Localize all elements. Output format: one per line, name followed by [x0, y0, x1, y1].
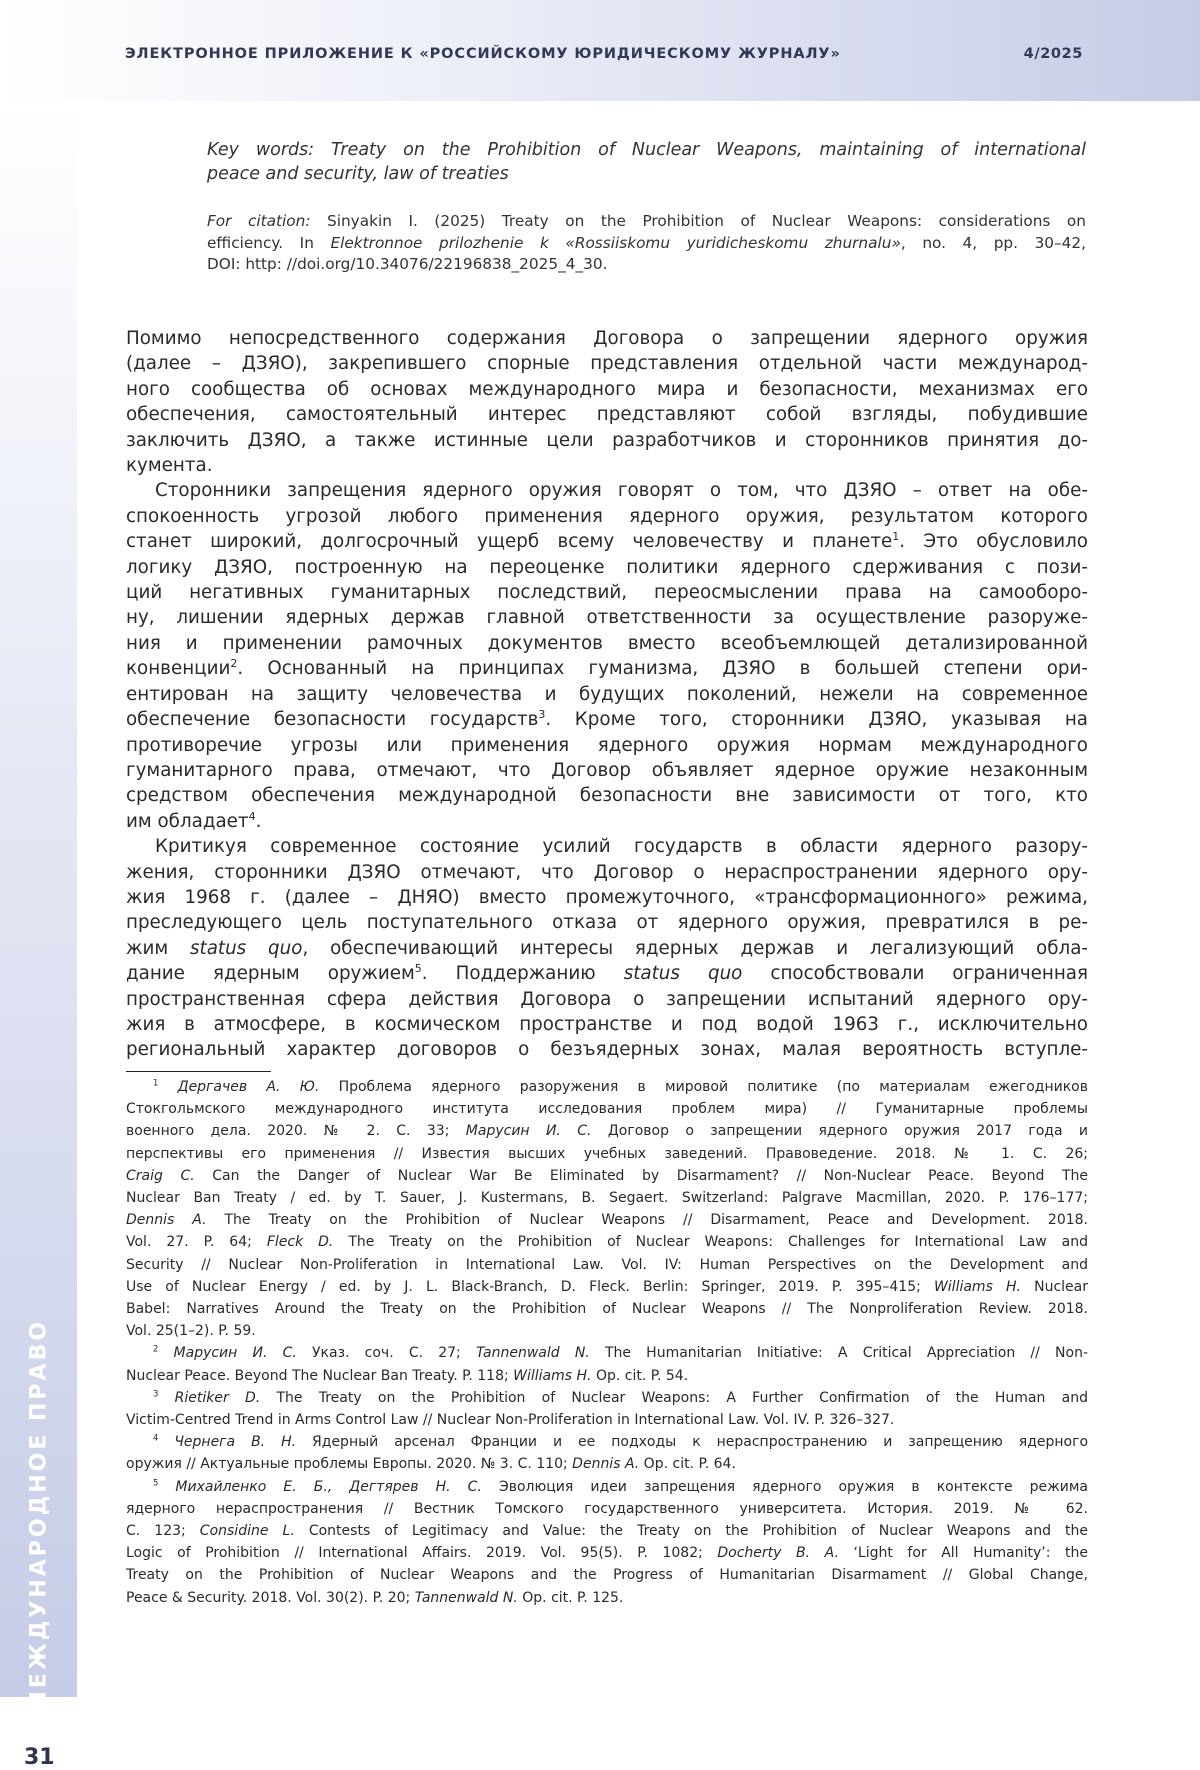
text-segment: обеспечение безопасности государств	[126, 709, 539, 731]
footnote-line	[126, 1231, 1088, 1253]
text-segment: The Treaty on the Prohibition of Nuclear Weapons: Challenges for International Law and	[333, 1234, 1088, 1251]
footnote-line	[126, 1120, 1088, 1142]
paragraph	[126, 834, 1088, 1063]
body-line	[126, 783, 1088, 808]
text-segment: гуманитарного права, отмечают, что Договор объявляет ядерное оружие незаконным	[126, 759, 1088, 781]
text-segment: Nuclear	[1020, 1278, 1088, 1295]
text-segment: ций негативных гуманитарных последствий, переосмыслении права на самооборо-	[126, 582, 1088, 604]
footnote-line	[126, 1542, 1088, 1564]
italic-text: For citation:	[207, 212, 311, 230]
text-segment: способствовали ограниченная	[742, 963, 1088, 985]
text-segment: С. 123;	[126, 1523, 200, 1540]
text-segment: Vol. 27. P. 64;	[126, 1234, 267, 1251]
footnote-marker: 1	[153, 1077, 159, 1088]
italic-text: Fleck D.	[266, 1234, 334, 1251]
footnote-line	[126, 1476, 1088, 1498]
text-segment: Ядерный арсенал Франции и ее подходы к нераспространению и запрещению ядерного	[296, 1434, 1089, 1451]
text-segment: Logic of Prohibition // International Affairs. 2019. Vol. 95(5). P. 1082;	[126, 1545, 718, 1562]
text-segment: жия 1968 г. (далее – ДНЯО) вместо промежуточного, «трансформационного» режима,	[126, 886, 1088, 908]
text-segment: региональный характер договоров о безъядерных зонах, малая вероятность вступле-	[126, 1039, 1088, 1061]
footnote-marker: 2	[153, 1343, 159, 1354]
keywords-line	[207, 139, 1086, 163]
text-segment: Nuclear Peace. Beyond The Nuclear Ban Treaty. P. 118;	[126, 1367, 514, 1384]
text-segment: Use of Nuclear Energy / ed. by J. L. Black-Branch, D. Fleck. Berlin: Springer, 2019. P. 395–415;	[126, 1278, 934, 1295]
italic-text: Williams H.	[933, 1278, 1021, 1295]
text-segment: Vol. 25(1–2). P. 59.	[126, 1323, 256, 1340]
text-segment: жим	[126, 937, 191, 959]
text-segment: Security // Nuclear Non-Proliferation in International Law. Vol. IV: Human Perspectives on the Development and	[126, 1256, 1088, 1273]
text-segment: конвенции	[126, 658, 231, 680]
body-line	[126, 936, 1088, 961]
footnote-line	[126, 1076, 1088, 1098]
footnote-marker: 1	[892, 530, 900, 544]
body-line	[126, 910, 1088, 935]
footnote-line	[126, 1342, 1088, 1364]
italic-text: Rietiker D.	[174, 1389, 261, 1406]
text-segment: кумента.	[126, 455, 213, 477]
text-segment: Договор о запрещении ядерного оружия 2017 года и	[591, 1123, 1089, 1140]
text-segment: ного сообщества об основах международного мира и безопасности, механизмах его	[126, 378, 1088, 400]
text-segment: peace and security, law of treaties	[207, 163, 509, 184]
text-segment: перспективы его применения // Известия высших учебных заведений. Правоведение. 2018. № 1. С. 26;	[126, 1145, 1088, 1162]
footnote-line	[126, 1254, 1088, 1276]
body-line	[126, 631, 1088, 656]
body-line	[126, 377, 1088, 402]
italic-text: Craig C.	[126, 1167, 195, 1184]
footnote-3	[126, 1387, 1088, 1431]
body-line	[126, 529, 1088, 554]
text-segment: Key words: Treaty on the Prohibition of Nuclear Weapons, maintaining of international	[207, 140, 1086, 160]
text-segment: ядерного нераспространения // Вестник Томского государственного университета. История. 2019. № 62.	[126, 1500, 1088, 1517]
italic-text: Docherty B. A.	[717, 1545, 839, 1562]
footnote-marker: 5	[153, 1477, 159, 1487]
body-line	[126, 758, 1088, 783]
text-segment: жения, сторонники ДЗЯО отмечают, что Договор о нераспространении ядерного ору-	[126, 861, 1088, 883]
citation	[207, 211, 1086, 276]
body-line	[126, 987, 1088, 1012]
footnote-line	[126, 1409, 1088, 1431]
text-segment: . Основанный на принципах гуманизма, ДЗЯО в большей степени ори-	[237, 658, 1088, 680]
text-segment: Treaty on the Prohibition of Nuclear Weapons and the Progress of Humanitarian Disarmament // Global Change,	[126, 1567, 1088, 1584]
italic-text: Dennis A.	[126, 1212, 207, 1229]
section-label: МЕЖДУНАРОДНОЕ ПРАВО	[26, 1318, 52, 1714]
body-line	[126, 402, 1088, 427]
footnote-line	[126, 1498, 1088, 1520]
italic-text: Tannenwald N.	[414, 1589, 518, 1606]
keywords	[207, 139, 1086, 186]
text-segment: Sinyakin I. (2025) Treaty on the Prohibition of Nuclear Weapons: considerations on	[310, 212, 1086, 230]
text-segment: Nuclear Ban Treaty / ed. by T. Sauer, J. Kustermans, B. Segaert. Switzerland: Palgrave Macmillan, 2020. P. 176–177;	[126, 1190, 1088, 1207]
italic-text: status quo	[190, 937, 303, 959]
text-segment: , обеспечивающий интересы ядерных держав и легализующий обла-	[302, 937, 1089, 959]
text-segment: . Это обусловило	[899, 531, 1088, 553]
body-line	[126, 834, 1088, 859]
section-sidebar	[0, 101, 77, 1770]
text-segment: The Treaty on the Prohibition of Nuclear Weapons // Disarmament, Peace and Development. 2018.	[206, 1212, 1088, 1229]
footnote-marker: 4	[248, 809, 256, 823]
body-line	[126, 555, 1088, 580]
footnote-marker: 3	[153, 1388, 159, 1399]
paragraph	[126, 326, 1088, 478]
italic-text: Tannenwald N.	[475, 1345, 590, 1362]
text-segment	[158, 1345, 173, 1361]
text-segment: преследующего цель поступательного отказа от ядерного оружия, превратился в ре-	[126, 912, 1088, 934]
text-segment: спокоенность угрозой любого применения ядерного оружия, результатом которого	[126, 505, 1088, 527]
body-line	[126, 707, 1088, 732]
footnote-line	[126, 1587, 1088, 1609]
text-segment	[158, 1434, 174, 1450]
text-segment: .	[255, 810, 262, 832]
body-line	[126, 580, 1088, 605]
text-segment: Критикуя современное состояние усилий государств в области ядерного разору-	[155, 836, 1088, 858]
italic-text: Марусин И. С.	[465, 1123, 592, 1140]
footnote-5	[126, 1476, 1088, 1609]
text-segment: противоречие угрозы или применения ядерного оружия нормам международного	[126, 734, 1088, 756]
citation-line	[207, 211, 1086, 233]
footnote-line	[126, 1143, 1088, 1165]
body-line	[126, 326, 1088, 351]
issue-number: 4/2025	[1023, 46, 1083, 62]
text-segment: . Кроме того, сторонники ДЗЯО, указывая на	[545, 709, 1088, 731]
text-segment: ‘Light for All Humanity’: the	[838, 1545, 1088, 1562]
paragraph	[126, 478, 1088, 834]
footnotes	[126, 1076, 1088, 1609]
text-segment: Can the Danger of Nuclear War Be Eliminated by Disarmament? // Non-Nuclear Peace. Beyond The	[194, 1167, 1088, 1184]
body-line	[126, 860, 1088, 885]
text-segment: Contests of Legitimacy and Value: the Treaty on the Prohibition of Nuclear Weapons and the	[294, 1523, 1088, 1540]
body-line	[126, 961, 1088, 986]
body-line	[126, 504, 1088, 529]
text-segment: логику ДЗЯО, построенную на переоценке политики ядерного сдерживания с пози-	[126, 556, 1088, 578]
journal-title: ЭЛЕКТРОННОЕ ПРИЛОЖЕНИЕ К «РОССИЙСКОМУ ЮРИДИЧЕСКОМУ ЖУРНАЛУ»	[125, 46, 841, 62]
text-segment: Проблема ядерного разоружения в мировой политике (по материалам ежегодников	[319, 1079, 1089, 1095]
text-segment: The Treaty on the Prohibition of Nuclear Weapons: A Further Confirmation of the Human and	[260, 1389, 1088, 1406]
body-line	[126, 656, 1088, 681]
text-segment: efficiency. In	[207, 233, 331, 252]
body-line	[126, 351, 1088, 376]
footnote-line	[126, 1320, 1088, 1342]
text-segment	[158, 1079, 177, 1095]
text-segment: Op. cit. P. 54.	[591, 1367, 689, 1384]
body-line	[126, 478, 1088, 503]
text-segment: военного дела. 2020. № 2. С. 33;	[126, 1123, 466, 1140]
text-segment: Babel: Narratives Around the Treaty on the Prohibition of Nuclear Weapons // The Nonproliferation Review. 2018.	[126, 1301, 1088, 1318]
footnote-line	[126, 1098, 1088, 1120]
text-segment: им обладает	[126, 810, 249, 832]
text-segment: Peace & Security. 2018. Vol. 30(2). P. 20;	[126, 1589, 415, 1606]
text-segment: Сторонники запрещения ядерного оружия говорят о том, что ДЗЯО – ответ на обе-	[155, 480, 1088, 502]
footnote-line	[126, 1165, 1088, 1187]
text-segment: (далее – ДЗЯО), закрепившего спорные представления отдельной части международ-	[126, 353, 1088, 375]
text-segment: пространственная сфера действия Договора о запрещении испытаний ядерного ору-	[126, 988, 1088, 1010]
footnote-marker: 5	[414, 962, 422, 976]
footnote-marker: 3	[538, 708, 546, 721]
text-segment: обеспечения, самостоятельный интерес представляют собой взгляды, побудившие	[126, 404, 1088, 426]
footnote-line	[126, 1431, 1088, 1453]
citation-line	[207, 233, 1086, 255]
body-line	[126, 682, 1088, 707]
footnote-line	[126, 1187, 1088, 1209]
page-number: 31	[24, 1745, 55, 1770]
footnote-line	[126, 1520, 1088, 1542]
text-segment: заключить ДЗЯО, а также истинные цели разработчиков и сторонников принятия до-	[126, 429, 1088, 451]
italic-text: Dennis A.	[572, 1456, 640, 1473]
italic-text: status quo	[623, 963, 743, 985]
text-segment	[158, 1390, 174, 1406]
text-segment: Указ. соч. С. 27;	[296, 1345, 476, 1362]
italic-text: Чернега В. Н.	[174, 1434, 297, 1451]
italic-text: Considine L.	[199, 1523, 295, 1540]
footnote-2	[126, 1342, 1088, 1386]
body-line	[126, 605, 1088, 630]
text-segment: ния и применении рамочных документов вместо всеобъемлющей детализированной	[126, 632, 1088, 654]
italic-text: Марусин И. С.	[173, 1345, 297, 1362]
text-segment: The Humanitarian Initiative: A Critical Appreciation // Non-	[589, 1345, 1088, 1362]
citation-line	[207, 254, 1086, 276]
italic-text: Elektronnoe prilozhenie k «Rossiiskomu yuridicheskomu zhurnalu»	[330, 233, 901, 252]
body-line	[126, 885, 1088, 910]
text-segment: Помимо непосредственного содержания Договора о запрещении ядерного оружия	[126, 328, 1088, 349]
article-body	[126, 326, 1088, 1063]
footnote-line	[126, 1564, 1088, 1586]
keywords-line	[207, 163, 1086, 187]
text-segment: ентирован на защиту человечества и будущих поколений, нежели на современное	[126, 683, 1088, 705]
text-segment: DOI: http: //doi.org/10.34076/22196838_2025_4_30.	[207, 255, 608, 273]
text-segment: Op. cit. P. 125.	[517, 1589, 624, 1606]
body-line	[126, 733, 1088, 758]
footnote-marker: 4	[153, 1432, 159, 1443]
footnote-line	[126, 1209, 1088, 1231]
italic-text: Михайленко Е. Б., Дегтярев Н. С.	[175, 1478, 482, 1495]
text-segment: Стокгольмского международного института исследования проблем мира) // Гуманитарные проблемы	[126, 1101, 1088, 1118]
italic-text: Дергачев А. Ю.	[177, 1079, 320, 1095]
text-segment: . Поддержанию	[421, 963, 624, 985]
text-segment: Эволюция идеи запрещения ядерного оружия в контексте режима	[481, 1478, 1088, 1495]
footnote-1	[126, 1076, 1088, 1342]
text-segment: Victim-Centred Trend in Arms Control Law // Nuclear Non-Proliferation in International Law. Vol. IV. P. 326–327.	[126, 1412, 895, 1429]
footnote-line	[126, 1387, 1088, 1409]
text-segment: ну, лишении ядерных держав главной ответственности за осуществление разоруже-	[126, 607, 1088, 629]
text-segment: средством обеспечения международной безопасности вне зависимости от того, кто	[126, 785, 1088, 807]
footnote-line	[126, 1298, 1088, 1320]
body-line	[126, 809, 1088, 834]
footnote-line	[126, 1453, 1088, 1475]
footnote-line	[126, 1365, 1088, 1387]
text-segment: , no. 4, pp. 30–42,	[900, 233, 1087, 252]
body-line	[126, 1012, 1088, 1037]
running-header	[0, 0, 1200, 101]
body-line	[126, 1037, 1088, 1062]
text-segment: оружия // Актуальные проблемы Европы. 2020. № 3. С. 110;	[126, 1456, 573, 1473]
footnote-marker: 2	[230, 657, 238, 671]
footnote-4	[126, 1431, 1088, 1475]
body-line	[126, 453, 1088, 478]
text-segment: дание ядерным оружием	[126, 963, 415, 985]
text-segment: жия в атмосфере, в космическом пространстве и под водой 1963 г., исключительно	[126, 1013, 1088, 1035]
body-line	[126, 428, 1088, 453]
footnote-divider	[126, 1071, 271, 1072]
footnote-line	[126, 1276, 1088, 1298]
italic-text: Williams H.	[513, 1367, 592, 1384]
text-segment	[158, 1479, 175, 1495]
text-segment: станет широкий, долгосрочный ущерб всему человечеству и планете	[126, 531, 893, 553]
text-segment: Op. cit. P. 64.	[639, 1456, 736, 1473]
